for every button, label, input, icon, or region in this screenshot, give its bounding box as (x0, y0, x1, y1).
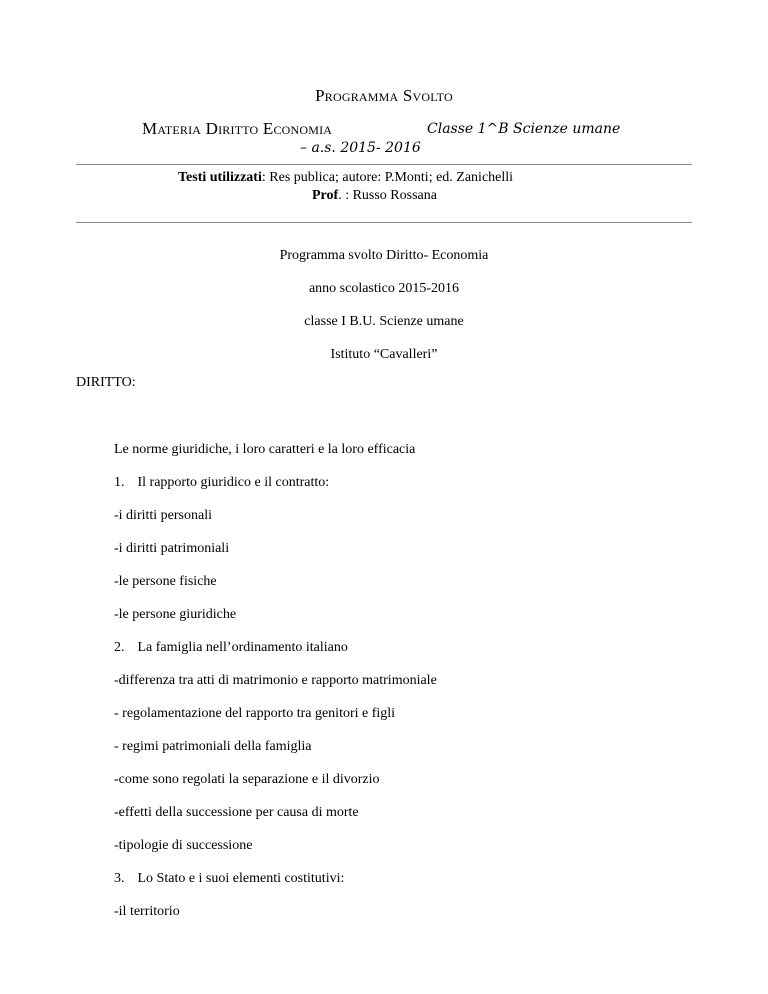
list-subitem: -i diritti personali (114, 508, 212, 523)
list-item-1 (114, 475, 329, 491)
texts-used-label: Testi utilizzati (178, 170, 262, 185)
school-year-heading: – a.s. 2015- 2016 (300, 140, 421, 156)
institute-line: Istituto “Cavalleri” (330, 347, 438, 362)
header-divider-bottom (76, 222, 692, 223)
header-divider-top (76, 164, 692, 165)
list-subitem: -tipologie di successione (114, 838, 253, 853)
list-item-text: Il rapporto giuridico e il contratto: (137, 475, 330, 490)
list-item-number: 2. (114, 640, 125, 655)
list-subitem: -il territorio (114, 904, 180, 919)
list-item-3 (114, 871, 344, 887)
class-heading: Classe 1^B Scienze umane (427, 121, 621, 137)
list-subitem: -i diritti patrimoniali (114, 541, 230, 556)
list-item-text: La famiglia nell’ordinamento italiano (137, 640, 348, 655)
list-subitem: -differenza tra atti di matrimonio e rapporto matrimoniale (114, 673, 437, 688)
list-item-2 (114, 640, 348, 656)
professor-line (312, 188, 437, 204)
intro-line: Le norme giuridiche, i loro caratteri e la loro efficacia (114, 442, 416, 457)
program-title: Programma svolto Diritto- Economia (279, 248, 489, 263)
list-subitem: - regolamentazione del rapporto tra genitori e figli (114, 706, 396, 721)
list-subitem: - regimi patrimoniali della famiglia (114, 739, 312, 754)
texts-used-line (178, 170, 513, 186)
list-subitem: -come sono regolati la separazione e il divorzio (114, 772, 380, 787)
section-title-diritto: DIRITTO: (76, 375, 136, 390)
list-item-number: 1. (114, 475, 125, 490)
list-item-text: Lo Stato e i suoi elementi costitutivi: (137, 871, 345, 886)
class-line: classe I B.U. Scienze umane (304, 314, 464, 329)
list-subitem: -effetti della successione per causa di morte (114, 805, 359, 820)
professor-label: Prof (312, 188, 339, 203)
school-year-line: anno scolastico 2015-2016 (308, 281, 460, 296)
list-subitem: -le persone fisiche (114, 574, 217, 589)
list-item-number: 3. (114, 871, 125, 886)
professor-value: . : Russo Rossana (338, 188, 437, 203)
subject-heading: Materia Diritto Economia (142, 119, 333, 138)
texts-used-value: : Res publica; autore: P.Monti; ed. Zanichelli (261, 170, 514, 185)
document-title: Programma Svolto (315, 86, 453, 105)
list-subitem: -le persone giuridiche (114, 607, 237, 622)
